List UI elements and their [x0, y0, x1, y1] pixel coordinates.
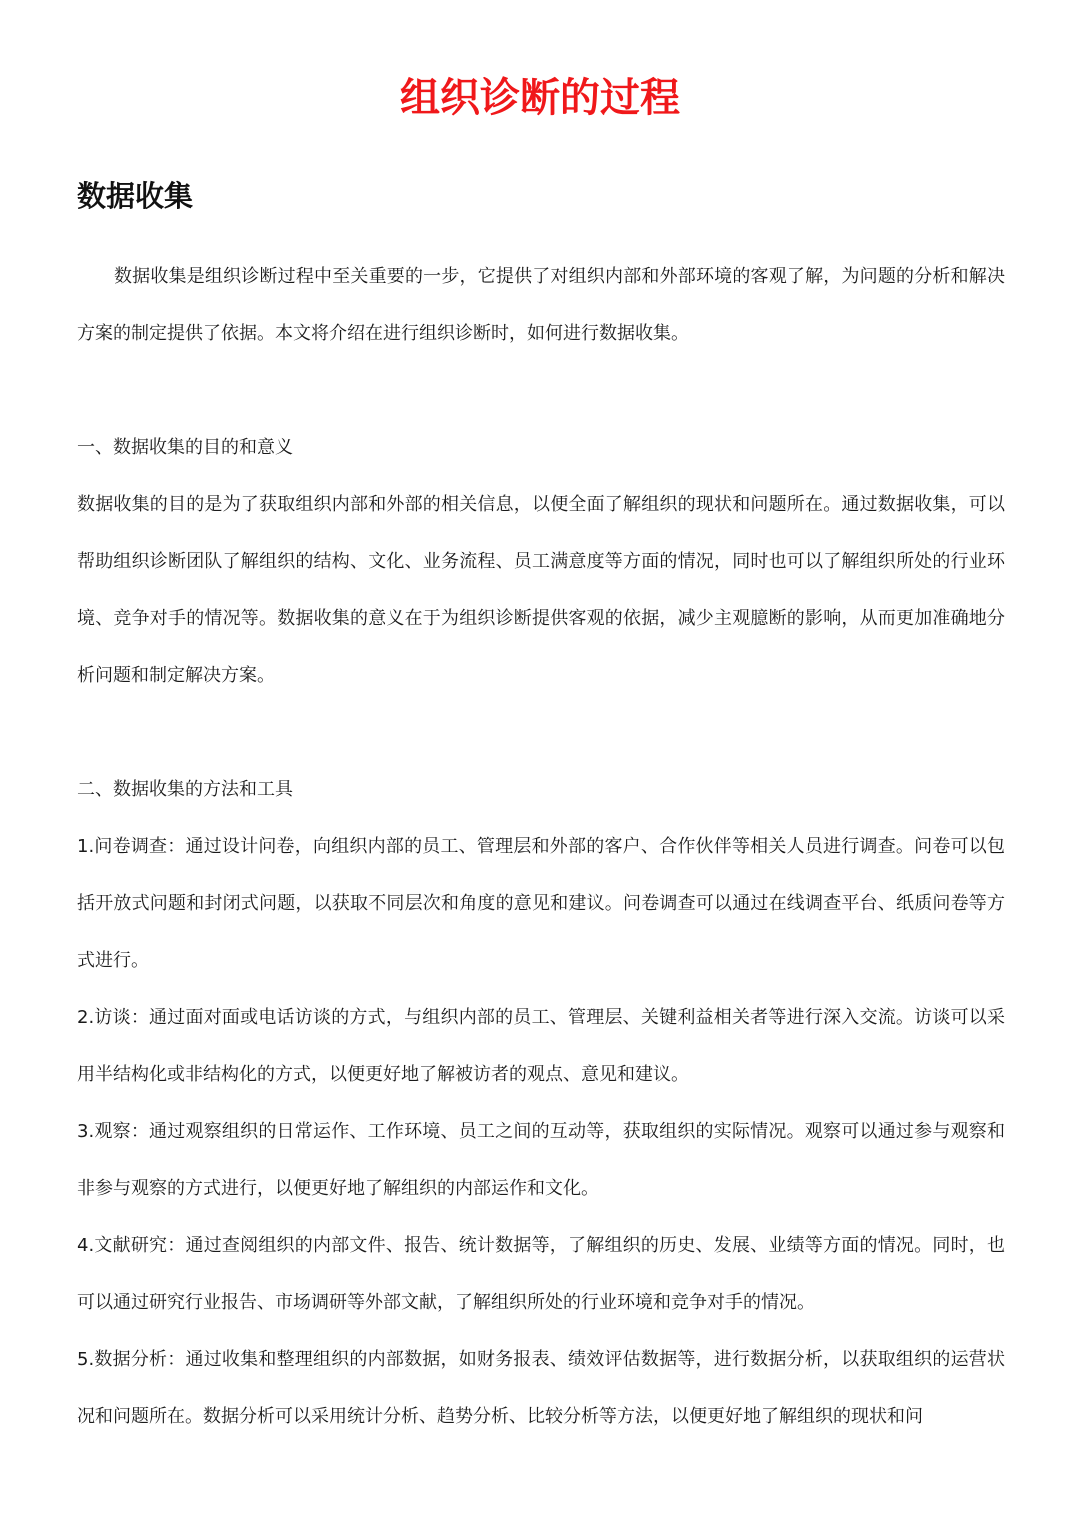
- paragraph-gap: [77, 362, 1005, 419]
- document-title: 组织诊断的过程: [400, 75, 680, 121]
- list-item-interview: 2.访谈：通过面对面或电话访谈的方式，与组织内部的员工、管理层、关键利益相关者等进行深入交流。访谈可以采用半结构化或非结构化的方式，以便更好地了解被访者的观点、意见和建议。: [77, 1007, 1005, 1085]
- list-item-data-analysis: 5.数据分析：通过收集和整理组织的内部数据，如财务报表、绩效评估数据等，进行数据分析，以获取组织的运营状况和问题所在。数据分析可以采用统计分析、趋势分析、比较分析等方法，以便更好地了解组织的现状和问: [77, 1349, 1005, 1427]
- section-heading: 数据收集: [77, 179, 194, 213]
- list-item-literature-research: 4.文献研究：通过查阅组织的内部文件、报告、统计数据等，了解组织的历史、发展、业绩等方面的情况。同时，也可以通过研究行业报告、市场调研等外部文献，了解组织所处的行业环境和竞争对手的情况。: [77, 1235, 1005, 1313]
- paragraph-gap: [77, 704, 1005, 761]
- part1-paragraph: 数据收集的目的是为了获取组织内部和外部的相关信息，以便全面了解组织的现状和问题所在。通过数据收集，可以帮助组织诊断团队了解组织的结构、文化、业务流程、员工满意度等方面的情况，同时也可以了解组织所处的行业环境、竞争对手的情况等。数据收集的意义在于为组织诊断提供客观的依据，减少主观臆断的影响，从而更加准确地分析问题和制定解决方案。: [77, 494, 1005, 686]
- part2-heading: 二、数据收集的方法和工具: [77, 779, 293, 800]
- part1-heading: 一、数据收集的目的和意义: [77, 437, 293, 458]
- list-item-questionnaire: 1.问卷调查：通过设计问卷，向组织内部的员工、管理层和外部的客户、合作伙伴等相关人员进行调查。问卷可以包括开放式问题和封闭式问题，以获取不同层次和角度的意见和建议。问卷调查可以通过在线调查平台、纸质问卷等方式进行。: [77, 836, 1005, 971]
- document-body: [77, 248, 1005, 1445]
- list-item-observation: 3.观察：通过观察组织的日常运作、工作环境、员工之间的互动等，获取组织的实际情况。观察可以通过参与观察和非参与观察的方式进行，以便更好地了解组织的内部运作和文化。: [77, 1121, 1005, 1199]
- intro-paragraph: 数据收集是组织诊断过程中至关重要的一步，它提供了对组织内部和外部环境的客观了解，为问题的分析和解决方案的制定提供了依据。本文将介绍在进行组织诊断时，如何进行数据收集。: [77, 266, 1005, 344]
